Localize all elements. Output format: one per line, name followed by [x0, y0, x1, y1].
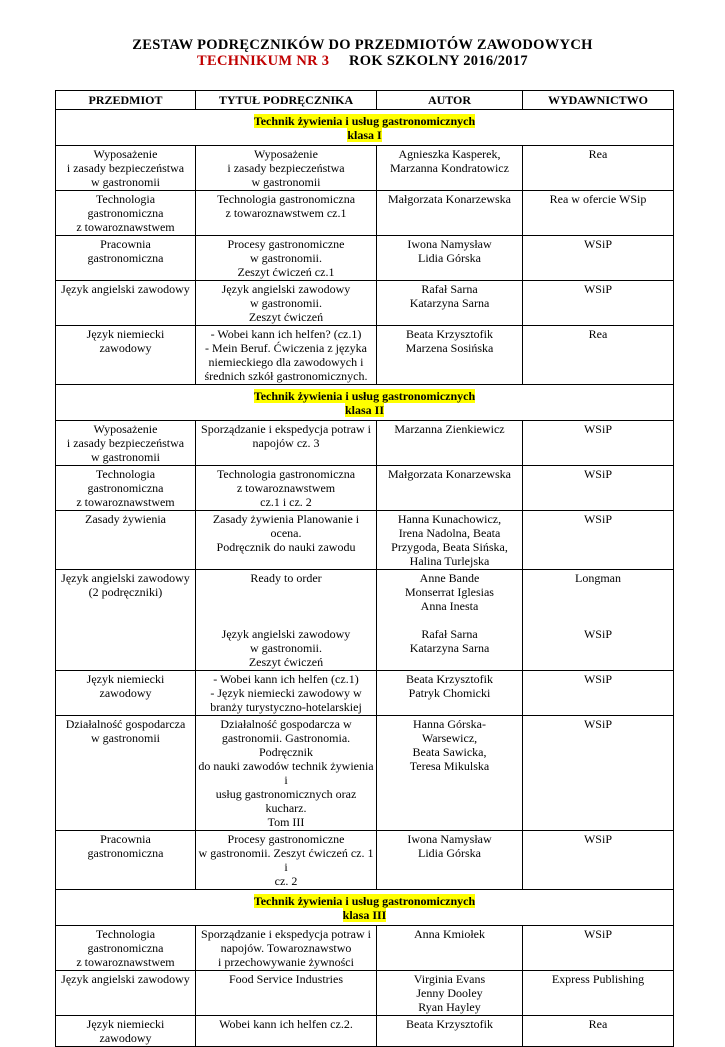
table-row — [56, 236, 674, 281]
cell-line: Technologia — [95, 467, 156, 481]
cell-line: WSiP — [583, 467, 612, 481]
cell-line: Rafał Sarna — [421, 282, 478, 296]
cell-line: Lidia Górska — [418, 251, 481, 265]
cell-line: i przechowywanie żywności — [218, 955, 354, 969]
cell-line — [525, 585, 671, 599]
cell-line: Irena Nadolna, Beata — [398, 526, 501, 540]
cell-line: Wyposażenie — [93, 147, 158, 161]
cell-line: gastronomiczna — [87, 251, 164, 265]
table-row — [56, 466, 674, 511]
cell-line: WSiP — [583, 512, 612, 526]
cell-line: w gastronomii. — [250, 296, 322, 310]
cell-publisher — [523, 570, 674, 671]
cell-title — [196, 326, 377, 385]
cell-publisher — [523, 511, 674, 570]
cell-line: Agnieszka Kasperek, — [398, 147, 501, 161]
cell-line: zawodowy — [99, 686, 152, 700]
cell-line: Ready to order — [250, 571, 322, 585]
cell-line: Małgorzata Konarzewska — [388, 467, 511, 481]
school-year: ROK SZKOLNY 2016/2017 — [348, 53, 528, 69]
cell-author — [377, 281, 523, 326]
cell-author — [377, 236, 523, 281]
cell-line: zawodowy — [99, 1031, 152, 1045]
cell-line: Katarzyna Sarna — [409, 296, 490, 310]
cell-publisher — [523, 926, 674, 971]
table-row — [56, 971, 674, 1016]
cell-author — [377, 511, 523, 570]
table-row — [56, 511, 674, 570]
cell-publisher — [523, 831, 674, 890]
cell-line: branży turystyczno-hotelarskiej — [210, 700, 362, 714]
cell-subject — [56, 146, 196, 191]
cell-publisher — [523, 326, 674, 385]
cell-author — [377, 831, 523, 890]
cell-line: w gastronomii. Zeszyt ćwiczeń cz. 1 i — [198, 846, 374, 874]
cell-title — [196, 971, 377, 1016]
section-name: Technik żywienia i usług gastronomicznych — [253, 114, 476, 128]
cell-line — [198, 585, 374, 599]
cell-title — [196, 926, 377, 971]
table-row — [56, 1016, 674, 1047]
cell-line: Lidia Górska — [418, 846, 481, 860]
cell-line: z towaroznawstwem — [236, 481, 336, 495]
cell-line: Virginia Evans — [413, 972, 486, 986]
cell-line: Działalność gospodarcza — [65, 717, 186, 731]
cell-line: napojów cz. 3 — [252, 436, 320, 450]
section-header — [56, 110, 674, 146]
cell-line: Działalność gospodarcza w — [220, 717, 352, 731]
cell-subject — [56, 326, 196, 385]
cell-author — [377, 926, 523, 971]
cell-subject — [56, 421, 196, 466]
section-header — [56, 890, 674, 926]
header-subject: PRZEDMIOT — [56, 91, 196, 110]
cell-line: z towaroznawstwem — [76, 220, 175, 234]
cell-author — [377, 191, 523, 236]
cell-line: Technologia gastronomiczna — [216, 192, 356, 206]
cell-author — [377, 716, 523, 831]
cell-line: Wyposażenie — [254, 147, 318, 161]
cell-title — [196, 831, 377, 890]
cell-line: Tom III — [267, 815, 305, 829]
cell-title — [196, 570, 377, 671]
cell-title — [196, 466, 377, 511]
cell-line: Wobei kann ich helfen cz.2. — [219, 1017, 353, 1031]
cell-line: gastronomiczna — [87, 846, 164, 860]
cell-line: Pracownia — [100, 237, 151, 251]
cell-line: Sporządzanie i ekspedycja potraw i — [201, 927, 371, 941]
cell-line: Express Publishing — [551, 972, 645, 986]
cell-line: WSiP — [583, 282, 612, 296]
cell-line: Beata Krzysztofik — [406, 672, 493, 686]
cell-publisher — [523, 421, 674, 466]
cell-line: Katarzyna Sarna — [409, 641, 490, 655]
cell-line — [525, 599, 671, 613]
section-class-label: klasa II — [344, 403, 385, 417]
table-row — [56, 926, 674, 971]
cell-line: Food Service Industries — [229, 972, 343, 986]
cell-line: WSiP — [583, 237, 612, 251]
cell-line: z towaroznawstwem — [76, 495, 175, 509]
cell-subject — [56, 281, 196, 326]
cell-line: do nauki zawodów technik żywienia i — [198, 759, 374, 787]
cell-title — [196, 146, 377, 191]
cell-line: Teresa Mikulska — [409, 759, 490, 773]
cell-line: zawodowy — [99, 341, 152, 355]
section-name: Technik żywienia i usług gastronomicznych — [253, 894, 476, 908]
cell-line: Iwona Namysław — [407, 832, 492, 846]
cell-author — [377, 146, 523, 191]
cell-line: WSiP — [583, 422, 612, 436]
cell-publisher — [523, 971, 674, 1016]
cell-line — [198, 599, 374, 613]
cell-line: i zasady bezpieczeństwa — [66, 161, 185, 175]
table-row — [56, 281, 674, 326]
cell-line: - Mein Beruf. Ćwiczenia z języka — [205, 341, 367, 355]
cell-line: Iwona Namysław — [407, 237, 492, 251]
cell-line: Jenny Dooley — [416, 986, 483, 1000]
cell-author — [377, 1016, 523, 1047]
cell-line: Anna Kmiołek — [414, 927, 485, 941]
cell-publisher — [523, 146, 674, 191]
cell-line: Język angielski zawodowy — [221, 282, 351, 296]
cell-line: WSiP — [583, 717, 612, 731]
cell-title — [196, 236, 377, 281]
table-body — [56, 110, 674, 1047]
cell-line: Zeszyt ćwiczeń cz.1 — [237, 265, 335, 279]
cell-line: Język angielski zawodowy — [221, 627, 351, 641]
document-title: ZESTAW PODRĘCZNIKÓW DO PRZEDMIOTÓW ZAWODOWYCH — [132, 37, 593, 53]
cell-title — [196, 281, 377, 326]
table-row — [56, 716, 674, 831]
cell-title — [196, 511, 377, 570]
cell-line: Marzanna Kondratowicz — [390, 161, 509, 175]
document-subtitle — [0, 53, 725, 70]
cell-line: gastronomiczna — [87, 206, 164, 220]
table-row — [56, 570, 674, 671]
cell-line: gastronomiczna — [87, 481, 164, 495]
cell-subject — [56, 236, 196, 281]
section-header-row — [56, 385, 674, 421]
cell-line: Rafał Sarna — [421, 627, 478, 641]
cell-line: - Wobei kann ich helfen (cz.1) — [213, 672, 359, 686]
cell-line: Zasady żywienia Planowanie i ocena. — [212, 512, 360, 540]
cell-subject — [56, 511, 196, 570]
textbook-table — [55, 90, 674, 1047]
cell-line: Rea w ofercie WSip — [549, 192, 647, 206]
cell-line: Zeszyt ćwiczeń — [248, 655, 324, 669]
cell-line: Hanna Kunachowicz, — [397, 512, 502, 526]
cell-line: (2 podręczniki) — [88, 585, 163, 599]
cell-line: w gastronomii — [91, 731, 160, 745]
cell-subject — [56, 570, 196, 671]
cell-line: Język niemiecki — [86, 1017, 165, 1031]
cell-line: Wyposażenie — [93, 422, 158, 436]
cell-subject — [56, 671, 196, 716]
cell-publisher — [523, 716, 674, 831]
header-author: AUTOR — [377, 91, 523, 110]
cell-line: WSiP — [583, 927, 612, 941]
cell-line: w gastronomii — [91, 175, 160, 189]
cell-line: Podręcznik do nauki zawodu — [216, 540, 356, 554]
cell-author — [377, 671, 523, 716]
cell-line: Pracownia — [100, 832, 151, 846]
cell-line: Monserrat Iglesias — [405, 585, 494, 599]
cell-publisher — [523, 466, 674, 511]
cell-line: i zasady bezpieczeństwa — [66, 436, 185, 450]
cell-line: Marzena Sosińska — [405, 341, 494, 355]
cell-subject — [56, 716, 196, 831]
cell-publisher — [523, 1016, 674, 1047]
cell-line: z towaroznawstwem cz.1 — [225, 206, 347, 220]
cell-line: cz. 2 — [274, 874, 298, 888]
cell-line: WSiP — [583, 832, 612, 846]
cell-line: Język angielski zawodowy — [61, 972, 190, 986]
cell-line: Warsewicz, — [421, 731, 478, 745]
cell-line — [198, 613, 374, 627]
cell-line: Sporządzanie i ekspedycja potraw i — [201, 422, 371, 436]
cell-line: Małgorzata Konarzewska — [388, 192, 511, 206]
cell-line: Zeszyt ćwiczeń — [248, 310, 324, 324]
cell-line: gastronomiczna — [87, 941, 164, 955]
cell-line: Zasady żywienia — [85, 512, 166, 526]
cell-line: Język angielski zawodowy — [61, 571, 190, 585]
cell-line: Anna Inesta — [420, 599, 479, 613]
cell-line: Marzanna Zienkiewicz — [394, 422, 505, 436]
cell-subject — [56, 466, 196, 511]
cell-line: Rea — [588, 147, 608, 161]
cell-line: Język angielski zawodowy — [61, 282, 190, 296]
cell-line: w gastronomii. — [250, 641, 322, 655]
cell-line: Halina Turlejska — [409, 554, 490, 568]
section-header — [56, 385, 674, 421]
cell-line: Przygoda, Beata Sińska, — [391, 540, 508, 554]
section-class-label: klasa I — [347, 128, 382, 142]
cell-line: Procesy gastronomiczne — [227, 237, 345, 251]
cell-line: - Wobei kann ich helfen? (cz.1) — [210, 327, 362, 341]
cell-line: cz.1 i cz. 2 — [260, 495, 312, 509]
cell-publisher — [523, 236, 674, 281]
cell-line: - Język niemiecki zawodowy w — [210, 686, 362, 700]
table-row — [56, 671, 674, 716]
cell-title — [196, 191, 377, 236]
section-header-row — [56, 110, 674, 146]
cell-line: w gastronomii — [251, 175, 321, 189]
cell-publisher — [523, 671, 674, 716]
cell-line: Technologia — [95, 192, 156, 206]
cell-publisher — [523, 191, 674, 236]
section-header-row — [56, 890, 674, 926]
cell-line: napojów. Towaroznawstwo — [220, 941, 352, 955]
cell-author — [377, 326, 523, 385]
cell-line: Beata Krzysztofik — [406, 327, 493, 341]
school-name: TECHNIKUM NR 3 — [197, 53, 330, 69]
cell-line: niemieckiego dla zawodowych i — [208, 355, 364, 369]
table-row — [56, 191, 674, 236]
cell-line: Patryk Chomicki — [408, 686, 491, 700]
cell-author — [377, 971, 523, 1016]
table-row — [56, 831, 674, 890]
cell-title — [196, 716, 377, 831]
cell-line: Technologia gastronomiczna — [216, 467, 356, 481]
cell-line: Anne Bande — [419, 571, 480, 585]
cell-line: Beata Sawicka, — [412, 745, 487, 759]
cell-line: Longman — [575, 571, 621, 585]
cell-author — [377, 466, 523, 511]
header-publisher: WYDAWNICTWO — [523, 91, 674, 110]
cell-line: Język niemiecki — [86, 327, 165, 341]
cell-title — [196, 1016, 377, 1047]
cell-title — [196, 421, 377, 466]
cell-line: gastronomii. Gastronomia. Podręcznik — [221, 731, 351, 759]
cell-subject — [56, 191, 196, 236]
cell-line — [525, 613, 671, 627]
cell-line: WSiP — [583, 672, 612, 686]
table-row — [56, 326, 674, 385]
section-name: Technik żywienia i usług gastronomicznych — [253, 389, 476, 403]
cell-author — [377, 570, 523, 671]
cell-line: w gastronomii. — [250, 251, 322, 265]
cell-subject — [56, 971, 196, 1016]
cell-line: WSiP — [583, 627, 612, 641]
cell-line: Procesy gastronomiczne — [227, 832, 345, 846]
cell-line: usług gastronomicznych oraz kucharz. — [215, 787, 357, 815]
table-row — [56, 421, 674, 466]
cell-line: w gastronomii — [91, 450, 160, 464]
cell-author — [377, 421, 523, 466]
header-title: TYTUŁ PODRĘCZNIKA — [196, 91, 377, 110]
cell-line — [379, 613, 520, 627]
cell-line: Rea — [588, 327, 608, 341]
cell-line: Rea — [588, 1017, 608, 1031]
table-header-row — [56, 91, 674, 110]
section-class-label: klasa III — [342, 908, 387, 922]
cell-title — [196, 671, 377, 716]
cell-line: i zasady bezpieczeństwa — [227, 161, 345, 175]
cell-subject — [56, 1016, 196, 1047]
cell-publisher — [523, 281, 674, 326]
cell-line: Język niemiecki — [86, 672, 165, 686]
cell-subject — [56, 926, 196, 971]
cell-line: średnich szkół gastronomicznych. — [204, 369, 368, 383]
table-row — [56, 146, 674, 191]
cell-line: Hanna Górska- — [413, 717, 486, 731]
cell-line: Ryan Hayley — [418, 1000, 481, 1014]
cell-line: Beata Krzysztofik — [406, 1017, 493, 1031]
cell-subject — [56, 831, 196, 890]
cell-line: z towaroznawstwem — [76, 955, 175, 969]
cell-line: Technologia — [95, 927, 156, 941]
